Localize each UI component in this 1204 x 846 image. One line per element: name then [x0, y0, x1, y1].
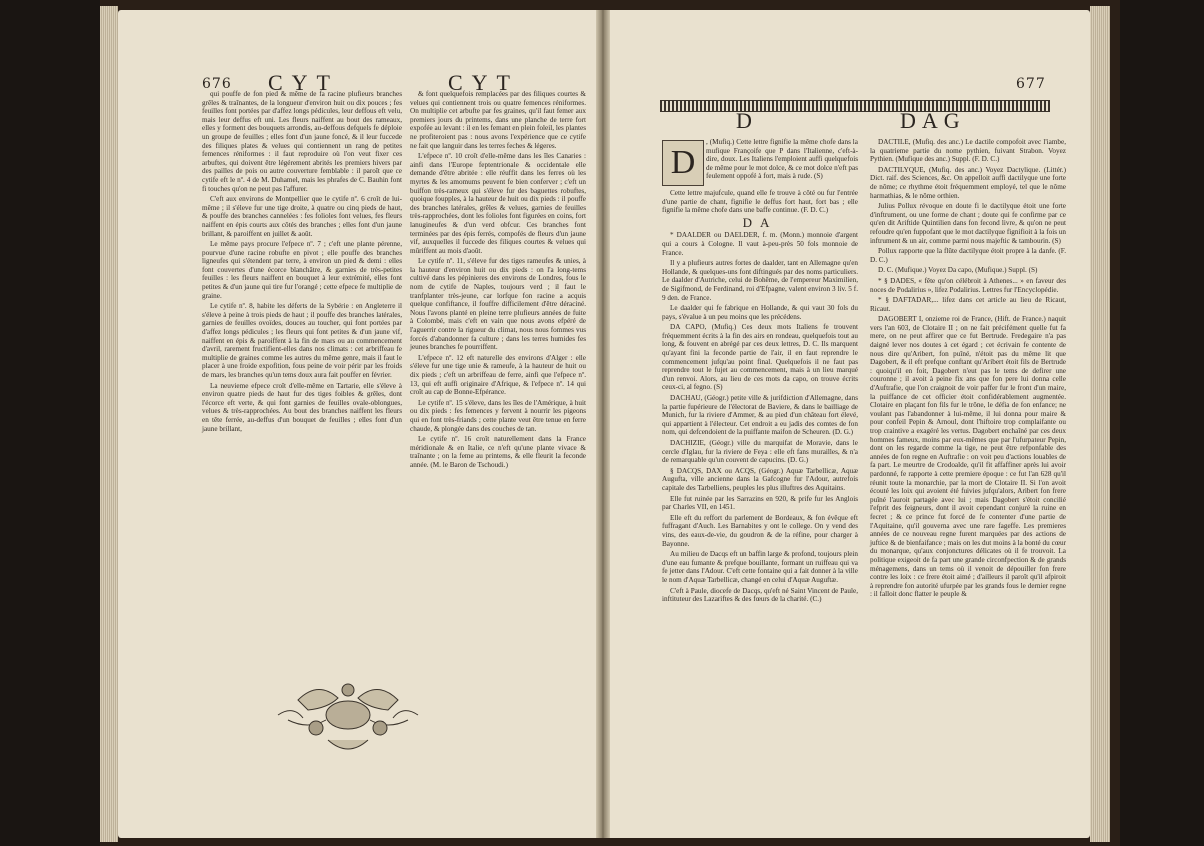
- right-col1-paragraph: Cette lettre majufcule, quand elle fe trouve à côté ou fur l'entrée d'une partie de chant, fignifie le deffus fort haut, fort bas ; elle fignifie la même chofe dans une baffe continue. (F. D. C.): [662, 188, 858, 215]
- left-col1-paragraph: Le cytife nº. 8, habite les déferts de la Sybérie : en Angleterre il s'éleve à peine à trois pieds de haut ; il pouffe des branches latérales, garnies de feuilles ovoïdes, douces au toucher, qui font portées par d'affez longs pédicules ; les fleurs qui font petites & d'un jaune vif, naiffent en épis & paroiffent à la fin de mars ou au commencement d'avril, rarement fructifient-elles dans nos climats : cet arbriffeau fe multiplie de graines comme les autres du même genre, mais il faut le placer à une froide expofition, fous peine de voir périr par les froids de mars, les branches qu'un tems doux aura fait pouffer en février.: [202, 302, 402, 379]
- right-col1-paragraph: , (Mufiq.) Cette lettre fignifie la même chofe dans la mufique Françoife que P dans l'Italienne, c'eft-à-dire, doux. Les Italiens l'emploient auffi quelquefois de même pour le mot dolce, & ce mot dolce n'eft pas feulement oppofé à fort, mais à rude. (S): [706, 138, 858, 181]
- right-column-1: [662, 138, 858, 606]
- right-col1-paragraph: § DACQS, DAX ou ACQS, (Géogr.) Aquæ Tarbellicæ, Aquæ Augufta, ville ancienne dans la Gafcogne fur l'Adour, autrefois capitale des Tarbelliens, peuples les plus illuftres des Aquitains.: [662, 466, 858, 492]
- left-column-1: [202, 90, 402, 435]
- running-head-left: CYT: [268, 70, 339, 95]
- left-col1-paragraph: qui pouffe de fon pied & même de fa racine plufieurs branches grêles & traînantes, de la longueur d'environ huit ou dix pouces ; fes feuilles font portées par d'affez longs pédicules, leur deffous eft velu, mais leur deffus eft uni. Les fleurs naiffent au bout des rameaux, elles y forment des bouquets arrondis, au-deffous defquels fe déploie un groupe de feuilles ; elles font d'un jaune foncé, & il leur fuccede des filiques plates & velues qui contiennent un rang de petites femences réniformes : il faut reproduire où l'on veut fixer ces arbuftes, qui doivent être légérement abrités les premiers hivers par des pailles de pois ou autre couverture femblable : il paroît que ce cytife eft le nº. 4 de M. Duhamel, mais les phrafes de C. Bauhin font fi touches qu'on ne peut pas l'affurer.: [202, 90, 402, 193]
- right-col1-paragraph: Elle fut ruinée par les Sarrazins en 920, & prife fur les Anglois par Charles VII, en 1451.: [662, 494, 858, 512]
- running-head-dag: DAG: [900, 108, 966, 133]
- left-col2-paragraph: Le cytife nº. 15 s'éleve, dans les îles de l'Amérique, à huit ou dix pieds : fes femences y fervent à nourrir les pigeons qui en font très-friands ; cette plante veut être tenue en ferre chaude, & plongée dans des couches de tan.: [410, 398, 586, 433]
- right-col2-paragraph: Pollux rapporte que la flûte dactilyque étoit propre à la danfe. (F. D. C.): [870, 247, 1066, 264]
- right-col1-paragraph: * DAALDER ou DAELDER, f. m. (Monn.) monnoie d'argent qui a cours à Cologne. Il vaut à-peu-près 50 fols monnoie de France.: [662, 231, 858, 257]
- right-col1-paragraph: Il y a plufieurs autres fortes de daalder, tant en Allemagne qu'en Hollande, & quelques-uns font diftingués par des noms particuliers. Le daalder d'Autriche, celui de Bohême, de l'empereur Maximilien, de Sigifmond, de Ferdinand, roi d'Efpagne, valent environ 3 liv. 5 f. 9 den. de France.: [662, 259, 858, 302]
- left-col2-paragraph: & font quelquefois remplacées par des filiques courtes & velues qui contiennent trois ou quatre femences réniformes. On multiplie cet arbufte par fes graines, qu'il faut femer aux premiers jours du printems, dans une planche de terre fort expofée au levant : il en les femant en plein foleil, les plantes ne profiteroient pas : nous avons l'expérience que ce cytife ne fait que languir dans les terres feches & légeres.: [410, 90, 586, 150]
- left-col1-paragraph: Le même pays procure l'efpece nº. 7 ; c'eft une plante pérenne, pourvue d'une racine robufte en pivot ; elle pouffe des branches ligneufes qui s'étendent par terre, à environ un pied & demi : elles font couvertes d'une écorce blanchâtre, & garnies de très-petites feuilles : les fleurs naiffent en bouquet à leur extrémité, elles font petites & d'un jaune qui tire fur l'orangé ; cette efpece fe multiplie de graine.: [202, 240, 402, 300]
- right-col2-paragraph: DACTILYQUE, (Mufiq. des anc.) Voyez Dactylique. (Littér.) Dict. raif. des Sciences, &c. On appelloit auffi dactilyque une forte de nôme; ce rhythme étoit fréquemment employé, tel que le nôme harmathias, & le nôme orthien.: [870, 165, 1066, 200]
- section-letter-d: D: [736, 108, 758, 133]
- ornamental-drop-cap: D: [662, 140, 704, 186]
- left-col2-paragraph: Le cytife nº. 11, s'éleve fur des tiges rameufes & unies, à la hauteur d'environ huit ou dix pieds : on l'a long-tems cultivé dans les pépinieres des environs de Londres, fous le nom de cytife de Naples, toujours verd ; il faut le tranfplanter très-jeune, car lorfque fon racine a acquis quelque confiftance, il fouffre difficilement d'être déraciné. Nous l'avons planté en pleine terre plufieurs années de fuite à Colombé, mais c'eft en vain que nous avons efpéré de l'aguerrir contre la rigueur du climat, nous nous fommes vus forcés d'abandonner fa culture ; dans les terres humides fes jeunes branches fe pourriffent.: [410, 257, 586, 352]
- left-page: [118, 10, 596, 838]
- left-page-number: 676: [202, 76, 232, 92]
- right-col2-paragraph: DAGOBERT I, onzieme roi de France, (Hift. de France.) naquit vers l'an 603, de Clotaire II ; on ne fait précifément quelle fut fa mere, on ne peut affirer que ce fut Bertrude. Fredegaire n'a pas daigné lever nos doutes à cet égard ; cet écrivain fe contente de nous dire qu'Aribert, fon puîné, n'étoit pas du même lit que Dagobert, & il eft prefque conftant qu'Aribert étoit fils de Bertrude : quoiqu'il en foit, Dagobert n'eut pas le tems de defirer une couronne ; il avoit à peine fix ans que fon pere lui donna celle d'Auftrafie, que l'on craignoit de voir paffer fur le front d'un maire, la puiffance de cet officier étoit confidérablement augmentée. Clotaire en plaçant fon fils fur le trône, le défia de fon enfance; ne voulant pas l'abandonner à lui-même, il lui donna pour maire & pour confeil Pepin & Arnoul, dont l'hiftoire trop complaifante ou trop craintive a exagéré les vertus. Dagobert enchaîné par ces deux hommes fameux, moins par eux-mêmes que par l'ufurpateur Pepin, dont on les regarde comme la tige, ne peut être refponfable des années de fon regne en Auftrafie : on voit peu d'actions louables de fa part. Le meurtre de Crodoalde, qu'il fit affaffiner après lui avoir pardonné, fe rapporte à cette premiere époque : ce fut l'an 628 qu'il réunit toute la monarchie, par la mort de Clotaire II. Si l'on avoit écouté les loix qui avoient été fuivies jufqu'alors, Aribert fon frere puîné l'auroit partagée avec lui ; mais Dagobert s'étoit concilié l'efprit des feigneurs, dont il avoit cependant conjuré la ruine en fecret ; & ce prince fut forcé de fe contenter d'une partie de l'Aquitaine, qu'il gouverna avec une rare fageffe. Les premieres années de ce nouveau regne furent marquées par des actions de juftice & de bienfaifance ; mais on les dut moins à la bonté du cœur du monarque, qu'aux conjonctures délicates où il fe trouvoit. La politique exigeoit de fa part une grande circonfpection & de grands ménagemens, dans un tems où il venoit de dépouiller fon frere contre les loix : ce frere étoit aimé ; d'ailleurs il paroît qu'il afpiroit à reprendre fon autorité ufurpée par les grands fous le dernier regne : il falloit donc flatter le peuple &: [870, 315, 1066, 599]
- running-head-right: CYT: [448, 70, 519, 95]
- right-col1-paragraph: C'eft à Paule, diocefe de Dacqs, qu'eft né Saint Vincent de Paule, inftituteur des Lazariftes & des fœurs de la charité. (C.): [662, 586, 858, 604]
- left-col2-paragraph: L'efpece nº. 12 eft naturelle des environs d'Alger : elle s'éleve fur une tige unie & rameufe, à la hauteur de huit ou dix pieds ; c'eft un arbriffeau de ferre, ainfi que l'efpece nº. 13, qui eft auffi originaire d'Afrique, & l'efpece nº. 14 qui croît au cap de Bonne-Efpérance.: [410, 353, 586, 397]
- right-col2-paragraph: DACTILE, (Mufiq. des anc.) Le dactile compofoit avec l'iambe, la quatrieme partie du nome pythien, fuivant Strabon. Voyez Pythien. (Mufique des anc.) Suppl. (F. D. C.): [870, 138, 1066, 164]
- right-col2-paragraph: Julius Pollux révoque en doute fi le dactilyque étoit une forte d'inftrument, ou une forme de chant ; doute qui fe confirme par ce qu'en dit Ariftide Quintilien dans fon fecond livre, & qu'on ne peut refoudre qu'en fuppofant que le mot dactilyque fignifioit à la fois un inftrument & un air, comme parmi nous majeftic & tambourin. (S): [870, 202, 1066, 245]
- right-column-2: [870, 138, 1066, 601]
- left-col1-paragraph: C'eft aux environs de Montpellier que le cytife nº. 6 croît de lui-même ; il s'éleve fur une tige droite, à quatre ou cinq pieds de haut, & pouffe des branches cannelées : fes folioles font velues, fes fleurs naiffent en épis courts aux côtés des branches ; elles font d'un jaune brillant, & paroiffent en juillet & août.: [202, 195, 402, 238]
- section-heading-da: DA: [742, 214, 778, 230]
- floral-vignette-ornament: [268, 660, 428, 770]
- left-col2-paragraph: L'efpece nº. 10 croît d'elle-même dans les îles Canaries : ainfi dans l'Europe feptentrionale & occidentale elle demande d'être abritée : elle réuffit dans les ferres où les myrtes & les amomums peuvent fe bien conferver ; c'eft un buiffon très-rameux qui s'éleve fur des baguettes robuftes, quoique foupples, à la hauteur de huit ou dix pieds : il pouffe des branches latérales, grêles & velues, garnies de feuilles très-rapprochées, dont les folioles font figurées en coins, fort lanugineufes & d'un verd obfcur. Ces branches font terminées par des épis ferrés, compofés de fleurs d'un jaune vif, auxquelles il fuccede des filiques courtes & velues qui mûriffent au mois d'août.: [410, 152, 586, 255]
- right-page-edges: [1090, 6, 1110, 842]
- right-col1-paragraph: Le daalder qui fe fabrique en Hollande, & qui vaut 30 fols du pays, s'évalue à un peu moins que les précédens.: [662, 304, 858, 321]
- right-page-number: 677: [1016, 76, 1046, 92]
- left-page-edges: [100, 6, 118, 842]
- left-col1-paragraph: La neuvieme efpece croît d'elle-même en Tartarie, elle s'éleve à environ quatre pieds de haut fur des tiges foibles & grêles, dont l'écorce eft verte, & qui font garnies de feuilles ovale-oblongues, velues & très-rapprochées. Au bout des branches naiffent les fleurs en tête ferrée, au-deffus d'un bouquet de feuilles ; elles font d'un jaune brillant,: [202, 381, 402, 433]
- left-col2-paragraph: Le cytife nº. 16 croît naturellement dans la France méridionale & en Italie, ce n'eft qu'une plante vivace & traînante ; on la feme au printems, & elle fleurit la feconde année. (M. le Baron de Tschoudi.): [410, 435, 586, 469]
- left-column-2: [410, 90, 586, 472]
- right-page: [610, 10, 1090, 838]
- right-col2-paragraph: D. C. (Mufique.) Voyez Da capo, (Mufique.) Suppl. (S): [878, 266, 1038, 275]
- right-col1-paragraph: DACHIZIE, (Géogr.) ville du marquifat de Moravie, dans le cercle d'Iglau, fur la riviere de Feya : elle eft fans murailles, & n'a de remarquable qu'un couvent de capucins. (D. G.): [662, 439, 858, 465]
- right-col1-paragraph: Au milieu de Dacqs eft un baffin large & profond, toujours plein d'une eau fumante & prefque bouillante, formant un ruiffeau qui va fe jetter dans l'Adour. C'eft cette fontaine qui a fait donner à la ville le nom d'Aquæ Tarbellicæ, changé en celui d'Aquæ Auguftæ.: [662, 550, 858, 584]
- decorative-rule: [660, 100, 1050, 112]
- right-col2-paragraph: * § DADES, « fête qu'on célébroit à Athenes... » en faveur des noces de Podalirius », lifez Podalirius. Lettres fur l'Encyclopédie.: [870, 276, 1066, 294]
- right-col1-paragraph: Elle eft du reffort du parlement de Bordeaux, & fon évêque eft fuffragant d'Auch. Les Barnabites y ont le college. On y vend des vins, des eaux-de-vie, du goudron & de la réfine, pour charger à Bayonne.: [662, 513, 858, 548]
- right-col1-paragraph: DACHAU, (Géogr.) petite ville & jurifdiction d'Allemagne, dans la partie fupérieure de l'électorat de Baviere, & dans le bailliage de Munich, fur la riviere d'Ammer, & au pied d'un château fort élevé, qui appartient à l'électeur. Cet endroit a eu jadis des comtes de fon nom, qui defcendoient de la puiffante maifon de Scheuren. (D. G.): [662, 394, 858, 437]
- book-gutter: [596, 10, 610, 838]
- right-col1-paragraph: DA CAPO, (Mufiq.) Ces deux mots Italiens fe trouvent fréquemment écrits à la fin des airs en rondeau, quelquefois tout au long, & fouvent en abrégé par ces deux lettres, D. C. Ils marquent qu'ayant fini la feconde partie de l'air, il en faut reprendre le commencement jufqu'au point final. Quelquefois il ne faut pas reprendre tout le fujet au commencement, mais à un lieu marqué d'un renvoi. Alors, au lieu de ces mots da capo, on trouve écrits ceux-ci, al fegno. (S): [662, 323, 858, 392]
- right-col2-paragraph: * § DAFTADAR,... lifez dans cet article au lieu de Ricaut, Ricaut.: [870, 296, 1066, 313]
